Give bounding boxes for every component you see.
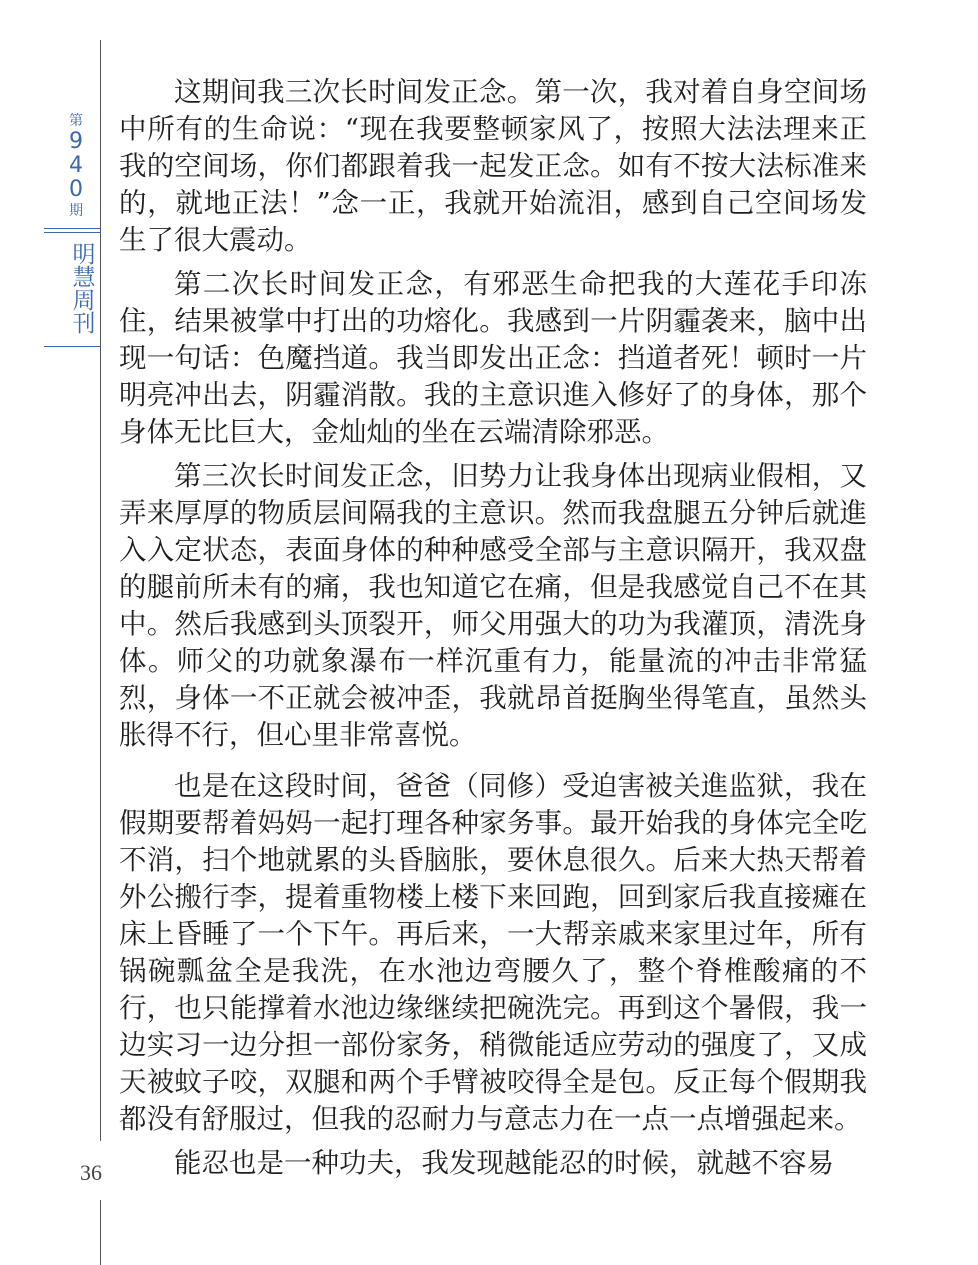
article-body: [119, 74, 867, 1189]
issue-prefix: 第: [69, 113, 83, 129]
paragraph-4: 也是在这段时间，爸爸（同修）受迫害被关進监狱，我在假期要帮着妈妈一起打理各种家务事。最开始我的身体完全吃不消，扫个地就累的头昏脑胀，要休息很久。后来大热天帮着外公搬行李，提着重物楼上楼下来回跑，回到家后我直接瘫在床上昏睡了一个下午。再后来，一大帮亲戚来家里过年，所有锅碗瓢盆全是我洗，在水池边弯腰久了，整个脊椎酸痛的不行，也只能撑着水池边缘继续把碗洗完。再到这个暑假，我一边实习一边分担一部份家务，稍微能适应劳动的强度了，又成天被蚊子咬，双腿和两个手臂被咬得全是包。反正每个假期我都没有舒服过，但我的忍耐力与意志力在一点一点增强起来。: [119, 770, 867, 1135]
margin-rule-vertical-bottom: [100, 1200, 101, 1265]
issue-digit-1: 9: [69, 129, 83, 154]
paragraph-2: 第二次长时间发正念，有邪恶生命把我的大莲花手印冻住，结果被掌中打出的功熔化。我感到一片阴霾袭来，脑中出现一句话：色魔挡道。我当即发出正念：挡道者死！顿时一片明亮冲出去，阴霾消散。我的主意识進入修好了的身体，那个身体无比巨大，金灿灿的坐在云端清除邪恶。: [119, 268, 867, 448]
issue-suffix: 期: [69, 203, 83, 219]
issue-number: [56, 112, 96, 220]
issue-digit-3: 0: [69, 177, 83, 202]
issue-digit-2: 4: [69, 153, 83, 178]
page-number: 36: [80, 1160, 102, 1185]
margin-rule-vertical: [100, 40, 101, 1141]
sidebar-divider-top-2: [44, 232, 101, 233]
sidebar-divider-bottom: [44, 346, 101, 347]
paragraph-1: 这期间我三次长时间发正念。第一次，我对着自身空间场中所有的生命说：“现在我要整顿家风了，按照大法法理来正我的空间场，你们都跟着我一起发正念。如有不按大法标准来的，就地正法！”念一正，我就开始流泪，感到自己空间场发生了很大震动。: [119, 76, 867, 256]
paragraph-5: 能忍也是一种功夫，我发现越能忍的时候，就越不容易: [174, 1147, 834, 1179]
sidebar-divider-top: [44, 228, 101, 229]
paragraph-3: 第三次长时间发正念，旧势力让我身体出现病业假相，又弄来厚厚的物质层间隔我的主意识。然而我盘腿五分钟后就進入入定状态，表面身体的种种感受全部与主意识隔开，我双盘的腿前所未有的痛，我也知道它在痛，但是我感觉自己不在其中。然后我感到头顶裂开，师父用强大的功为我灌顶，清洗身体。师父的功就象瀑布一样沉重有力，能量流的冲击非常猛烈，身体一不正就会被冲歪，我就昂首挺胸坐得笔直，虽然头胀得不行，但心里非常喜悦。: [119, 460, 867, 751]
magazine-title: 明慧周刊: [72, 242, 96, 337]
